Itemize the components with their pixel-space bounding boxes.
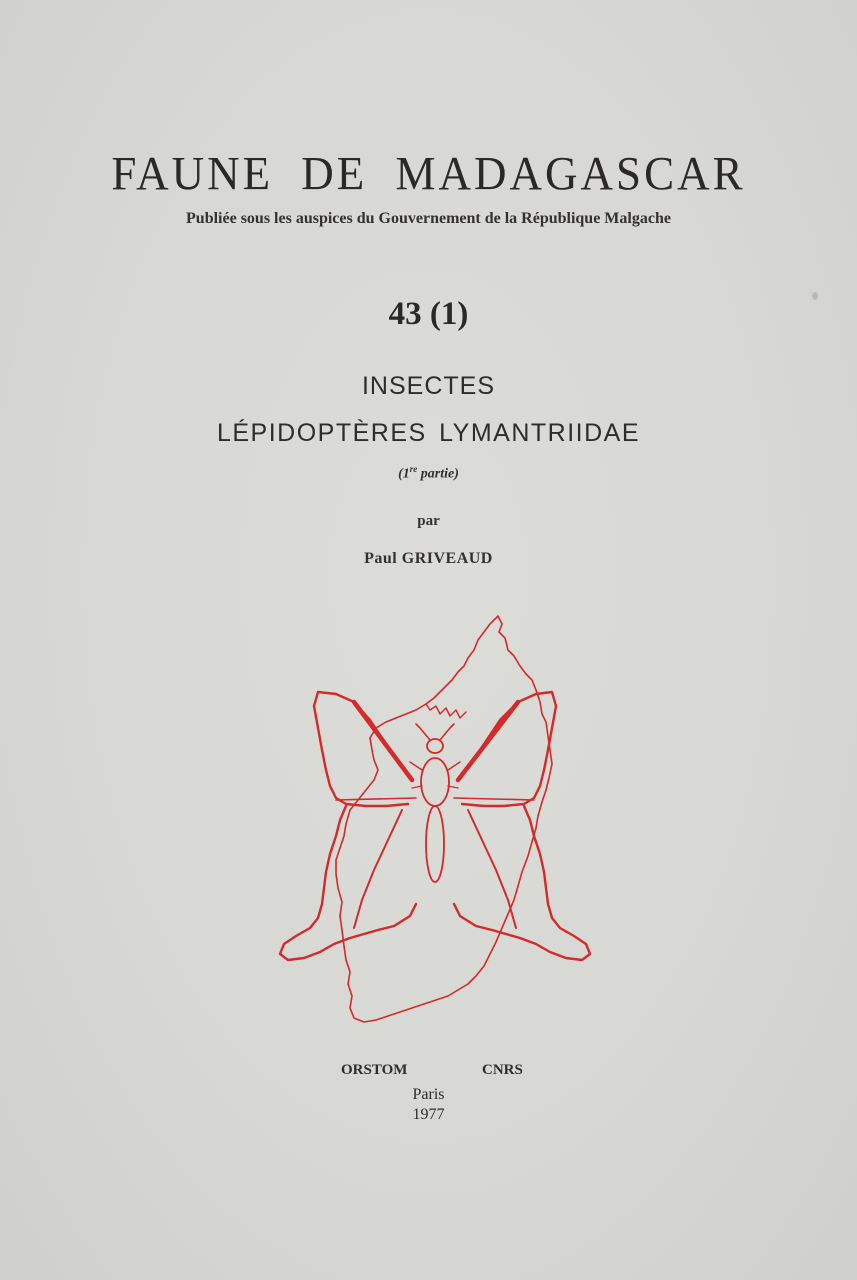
moth-left-hindwing: [280, 806, 416, 960]
publishers-row: [0, 1062, 857, 1086]
moth-right-hindwing: [454, 806, 590, 960]
moth-over-madagascar-map-icon: [270, 610, 600, 1030]
title-lepidopteres: LÉPIDOPTÈRES LYMANTRIIDAE: [216, 419, 641, 447]
series-subtitle: Publiée sous les auspices du Gouvernement de la République Malgache: [186, 210, 671, 227]
publisher-cnrs: CNRS: [482, 1062, 523, 1078]
moth-left-forewing: [314, 692, 412, 806]
moth-head: [427, 739, 443, 753]
moth-thorax: [421, 758, 449, 806]
publisher-orstom: ORSTOM: [341, 1062, 408, 1078]
by-label: par: [417, 513, 440, 529]
publication-year: 1977: [412, 1106, 445, 1123]
part-superscript: re: [409, 464, 418, 474]
moth-abdomen: [426, 806, 444, 882]
publication-city: Paris: [412, 1086, 445, 1103]
part-suffix: partie): [417, 466, 459, 482]
part-prefix: (1: [398, 466, 410, 482]
author-name: Paul GRIVEAUD: [364, 550, 493, 567]
volume-number: 43 (1): [388, 296, 469, 332]
part-label: [0, 464, 857, 483]
series-title: FAUNE DE MADAGASCAR: [111, 147, 746, 201]
title-insectes: INSECTES: [361, 372, 496, 400]
madagascar-map-outline: [336, 616, 552, 1022]
